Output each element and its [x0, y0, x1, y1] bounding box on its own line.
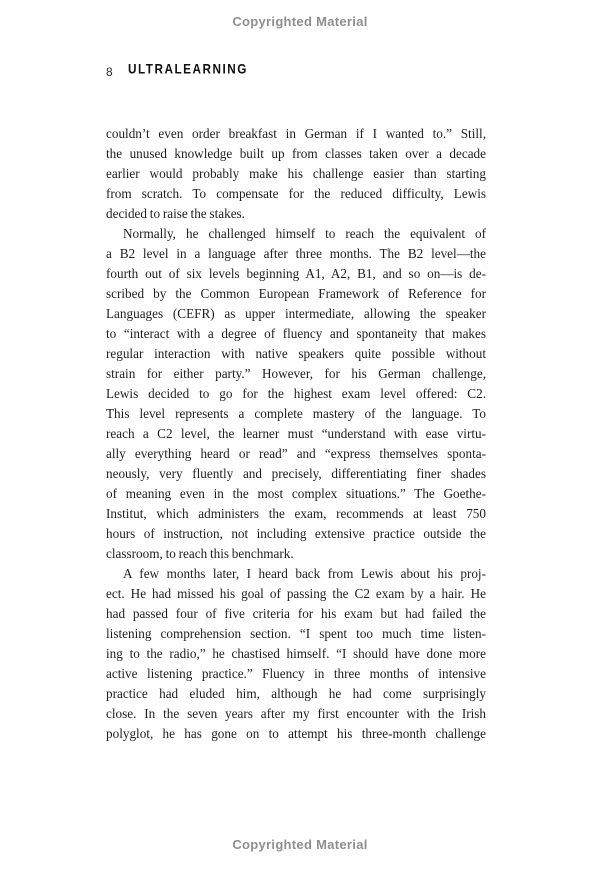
text-line: hours of instruction, not including extensive practice outside the: [106, 526, 486, 541]
text-line: close. In the seven years after my first encounter with the Irish: [106, 706, 486, 721]
running-title: ULTRALEARNING: [127, 61, 248, 77]
text-line: the unused knowledge built up from classes taken over a decade: [106, 146, 486, 161]
text-line: of meaning even in the most complex situations.” The Goethe-: [106, 486, 486, 501]
text-line: Normally, he challenged himself to reach the equivalent of: [123, 226, 486, 241]
text-line: listening comprehension section. “I spent too much time listen-: [106, 626, 486, 641]
text-line: ally everything heard or read” and “express themselves sponta-: [106, 446, 486, 461]
page-number: 8: [106, 65, 113, 79]
text-line: Languages (CEFR) as upper intermediate, allowing the speaker: [106, 306, 486, 321]
text-line: strain for either party.” However, for his German challenge,: [106, 366, 486, 381]
text-line: to “interact with a degree of fluency and spontaneity that makes: [106, 326, 486, 341]
text-line: fourth out of six levels beginning A1, A2, B1, and so on—is de-: [106, 266, 486, 281]
copyright-watermark-bottom: Copyrighted Material: [232, 837, 368, 852]
copyright-watermark-top: Copyrighted Material: [232, 14, 368, 29]
text-line: a B2 level in a language after three months. The B2 level—the: [106, 246, 486, 261]
text-line: neously, very fluently and precisely, differentiating finer shades: [106, 466, 486, 481]
text-line: This level represents a complete mastery of the language. To: [106, 406, 486, 421]
text-line: active listening practice.” Fluency in three months of intensive: [106, 666, 486, 681]
text-line: Institut, which administers the exam, recommends at least 750: [106, 506, 486, 521]
text-line: polyglot, he has gone on to attempt his three-month challenge: [106, 726, 486, 741]
text-line: had passed four of five criteria for his exam but had failed the: [106, 606, 486, 621]
text-line: from scratch. To compensate for the reduced difficulty, Lewis: [106, 186, 486, 201]
text-line: couldn’t even order breakfast in German if I wanted to.” Still,: [106, 126, 486, 141]
text-line: ect. He had missed his goal of passing the C2 exam by a hair. He: [106, 586, 486, 601]
running-header: [106, 61, 486, 79]
text-line: regular interaction with native speakers quite possible without: [106, 346, 486, 361]
text-line: earlier would probably make his challenge easier than starting: [106, 166, 486, 181]
text-line: classroom, to reach this benchmark.: [106, 546, 294, 561]
text-line: ing to the radio,” he chastised himself. “I should have done more: [106, 646, 486, 661]
text-line: scribed by the Common European Framework of Reference for: [106, 286, 486, 301]
text-block: [106, 124, 486, 744]
text-line: reach a C2 level, the learner must “understand with ease virtu-: [106, 426, 486, 441]
text-line: A few months later, I heard back from Lewis about his proj-: [123, 566, 486, 581]
text-line: Lewis decided to go for the highest exam level offered: C2.: [106, 386, 486, 401]
text-line: practice had eluded him, although he had come surprisingly: [106, 686, 486, 701]
text-line: decided to raise the stakes.: [106, 206, 245, 221]
